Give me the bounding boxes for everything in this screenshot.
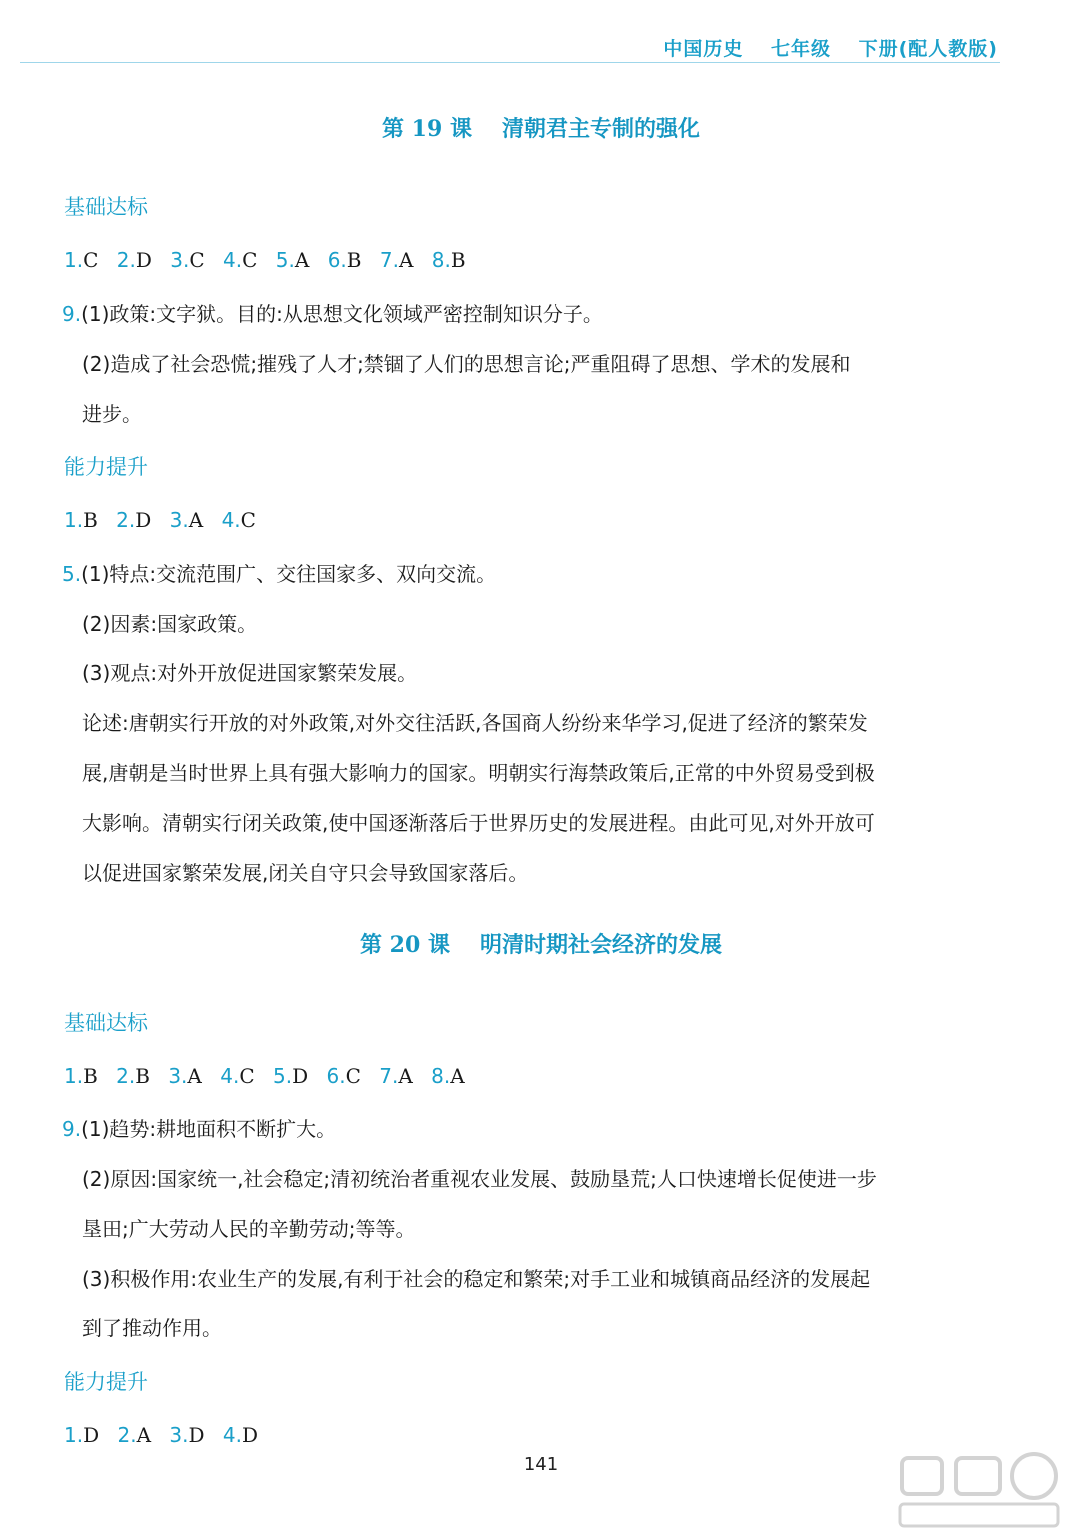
answer-item: 2.D: [116, 508, 152, 532]
running-header: [643, 34, 998, 61]
lesson-20-q9-line5: 到了推动作用。: [82, 1316, 222, 1340]
lesson-20-basic-heading: 基础达标: [64, 1011, 148, 1035]
lesson-19-q9-line1: 9.(1)政策:文字狱。目的:从思想文化领域严密控制知识分子。: [62, 302, 603, 326]
header-grade: 七年级: [770, 38, 831, 60]
answer-item: 4.C: [223, 248, 258, 272]
answer-item: 4.C: [221, 508, 256, 532]
header-subject: 中国历史: [663, 38, 744, 60]
answer-item: 2.A: [117, 1423, 152, 1447]
answer-item: 3.A: [169, 508, 204, 532]
answer-item: 2.B: [116, 1064, 150, 1088]
answer-item: 2.D: [116, 248, 152, 272]
lesson-20-ability-heading: 能力提升: [64, 1370, 148, 1394]
lesson-20-q9-line3: 垦田;广大劳动人民的辛勤劳动;等等。: [82, 1217, 416, 1241]
lesson-20-basic-answers: [64, 1064, 477, 1088]
lesson-19-name: 清朝君主专制的强化: [501, 116, 700, 142]
answer-item: 3.A: [168, 1064, 202, 1088]
lesson-19-q5-line1: 5.(1)特点:交流范围广、交往国家多、双向交流。: [62, 562, 497, 586]
lesson-19-number: 第 19 课: [382, 116, 472, 142]
answer-item: 5.D: [272, 1064, 309, 1088]
header-rule: [20, 62, 1000, 63]
answer-item: 1.B: [64, 1064, 98, 1088]
lesson-19-ability-heading: 能力提升: [64, 455, 148, 479]
answer-item: 6.C: [326, 1064, 361, 1088]
answer-item: 3.D: [169, 1423, 205, 1447]
lesson-19-ability-answers: [64, 508, 268, 532]
header-volume: 下册(配人教版): [858, 38, 998, 60]
answer-item: 1.C: [64, 248, 99, 272]
lesson-20-q9-line4: (3)积极作用:农业生产的发展,有利于社会的稳定和繁荣;对手工业和城镇商品经济的发展起: [82, 1267, 871, 1291]
answer-item: 8.B: [431, 248, 466, 272]
lesson-19-q5-line2: (2)因素:国家政策。: [82, 612, 258, 636]
lesson-19-q5-line3: (3)观点:对外开放促进国家繁荣发展。: [82, 661, 418, 685]
lesson-19-q9-line2: (2)造成了社会恐慌;摧残了人才;禁锢了人们的思想言论;严重阻碍了思想、学术的发展和: [82, 352, 851, 376]
lesson-19-q5-line4: 论述:唐朝实行开放的对外政策,对外交往活跃,各国商人纷纷来华学习,促进了经济的繁荣发: [82, 711, 868, 735]
lesson-19-q5-line6: 大影响。清朝实行闭关政策,使中国逐渐落后于世界历史的发展进程。由此可见,对外开放可: [82, 811, 875, 835]
lesson-19-q5-line5: 展,唐朝是当时世界上具有强大影响力的国家。明朝实行海禁政策后,正常的中外贸易受到极: [82, 761, 875, 785]
lesson-20-q9-line1: 9.(1)趋势:耕地面积不断扩大。: [62, 1117, 337, 1141]
lesson-19-q5-line7: 以促进国家繁荣发展,闭关自守只会导致国家落后。: [82, 861, 529, 885]
answer-item: 8.A: [431, 1064, 465, 1088]
answer-item: 7.A: [379, 248, 414, 272]
page-number: 141: [523, 1454, 559, 1475]
answer-item: 6.B: [327, 248, 362, 272]
lesson-20-ability-answers: [64, 1423, 270, 1447]
lesson-19-q9-line3: 进步。: [82, 402, 142, 426]
lesson-20-q9-line2: (2)原因:国家统一,社会稳定;清初统治者重视农业发展、鼓励垦荒;人口快速增长促使进一步: [82, 1167, 877, 1191]
answer-item: 3.C: [170, 248, 205, 272]
answer-item: 1.B: [64, 508, 98, 532]
watermark-logo-icon: [894, 1448, 1064, 1530]
answer-item: 4.C: [220, 1064, 255, 1088]
lesson-20-name: 明清时期社会经济的发展: [479, 932, 722, 958]
lesson-20-number: 第 20 课: [360, 932, 450, 958]
lesson-20-title: [0, 928, 1082, 959]
answer-item: 1.D: [64, 1423, 100, 1447]
lesson-19-basic-heading: 基础达标: [64, 195, 148, 219]
answer-item: 5.A: [275, 248, 310, 272]
answer-item: 7.A: [379, 1064, 413, 1088]
lesson-19-title: [0, 112, 1082, 143]
lesson-19-basic-answers: [64, 248, 478, 272]
answer-item: 4.D: [222, 1423, 259, 1447]
